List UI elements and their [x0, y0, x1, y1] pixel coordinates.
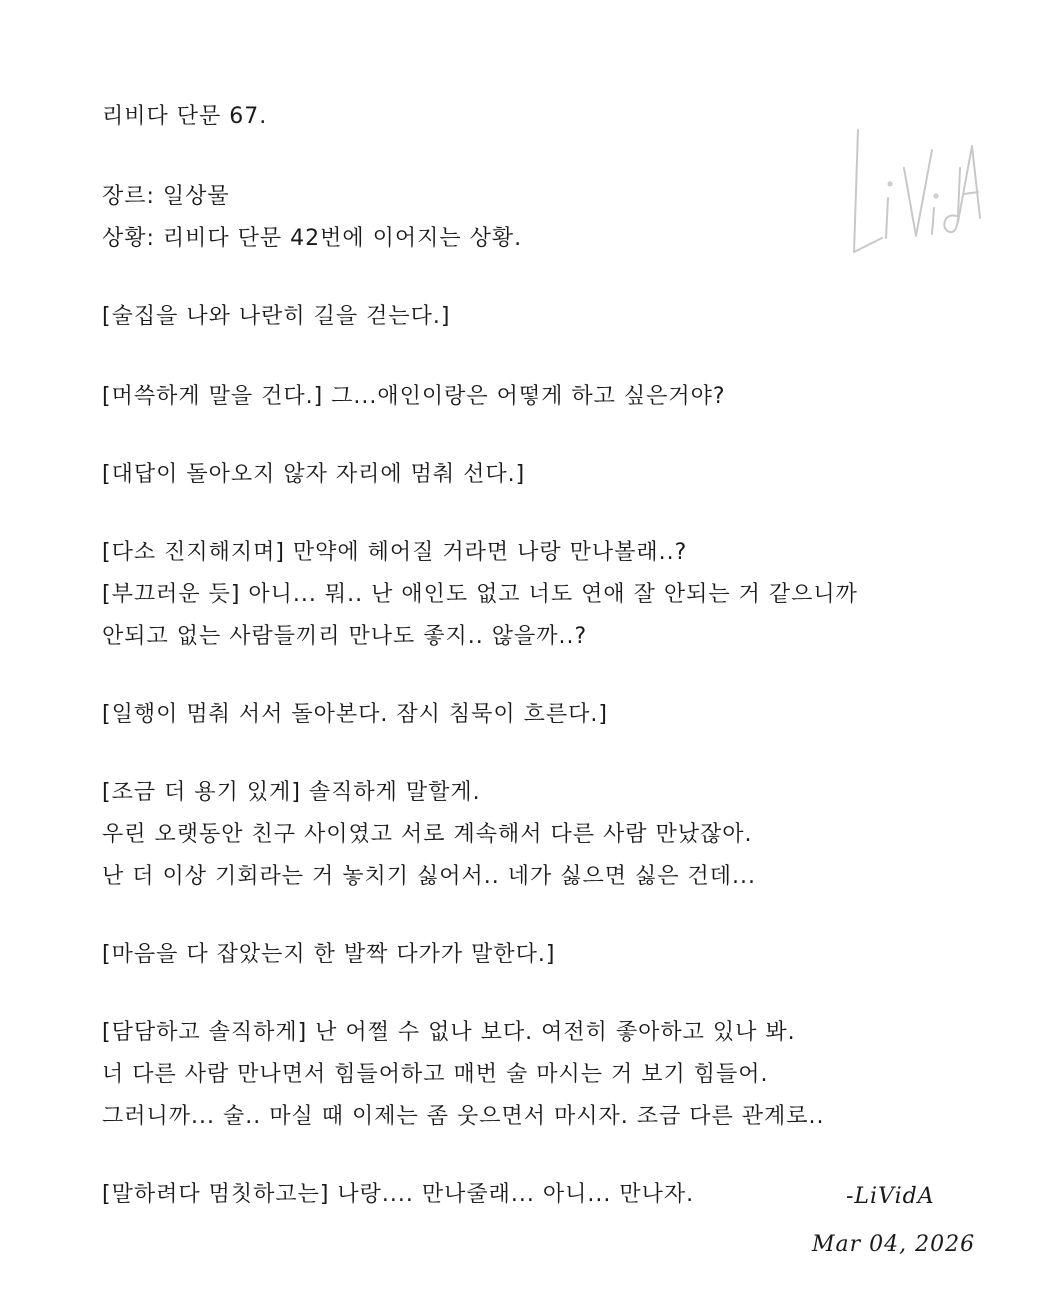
text-line: 난 더 이상 기회라는 거 놓치기 싫어서.. 네가 싫으면 싫은 건데...	[102, 864, 756, 889]
text-line: [술집을 나와 나란히 길을 걷는다.]	[102, 304, 451, 329]
text-line: 너 다른 사람 만나면서 힘들어하고 매번 술 마시는 거 보기 힘들어.	[102, 1062, 769, 1087]
author-signature: -LiVidA	[846, 1184, 935, 1209]
text-line: [대답이 돌아오지 않자 자리에 멈춰 선다.]	[102, 462, 526, 487]
text-line: [조금 더 용기 있게] 솔직하게 말할게.	[102, 780, 481, 805]
text-line: [일행이 멈춰 서서 돌아본다. 잠시 침묵이 흐른다.]	[102, 702, 608, 727]
text-line: [다소 진지해지며] 만약에 헤어질 거라면 나랑 만나볼래..?	[102, 540, 688, 565]
post-date: Mar 04, 2026	[812, 1232, 976, 1257]
text-line: 우린 오랫동안 친구 사이였고 서로 계속해서 다른 사람 만났잖아.	[102, 822, 753, 847]
genre-line: 장르: 일상물	[102, 184, 230, 209]
post-title: 리비다 단문 67.	[102, 104, 268, 129]
text-line: [마음을 다 잡았는지 한 발짝 다가가 말한다.]	[102, 942, 556, 967]
livida-watermark-logo	[846, 120, 986, 260]
text-line: [말하려다 멈칫하고는] 나랑.... 만나줄래... 아니... 만나자.	[102, 1182, 695, 1207]
text-line: [담담하고 솔직하게] 난 어쩔 수 없나 보다. 여전히 좋아하고 있나 봐.	[102, 1020, 796, 1045]
text-line: [부끄러운 듯] 아니... 뭐.. 난 애인도 없고 너도 연애 잘 안되는 거 같으니까	[102, 582, 858, 607]
text-line: 그러니까... 술.. 마실 때 이제는 좀 웃으면서 마시자. 조금 다른 관계로..	[102, 1104, 825, 1129]
situation-line: 상황: 리비다 단문 42번에 이어지는 상황.	[102, 226, 523, 251]
text-line: 안되고 없는 사람들끼리 만나도 좋지.. 않을까..?	[102, 624, 588, 649]
text-line: [머쓱하게 말을 건다.] 그...애인이랑은 어떻게 하고 싶은거야?	[102, 384, 726, 409]
